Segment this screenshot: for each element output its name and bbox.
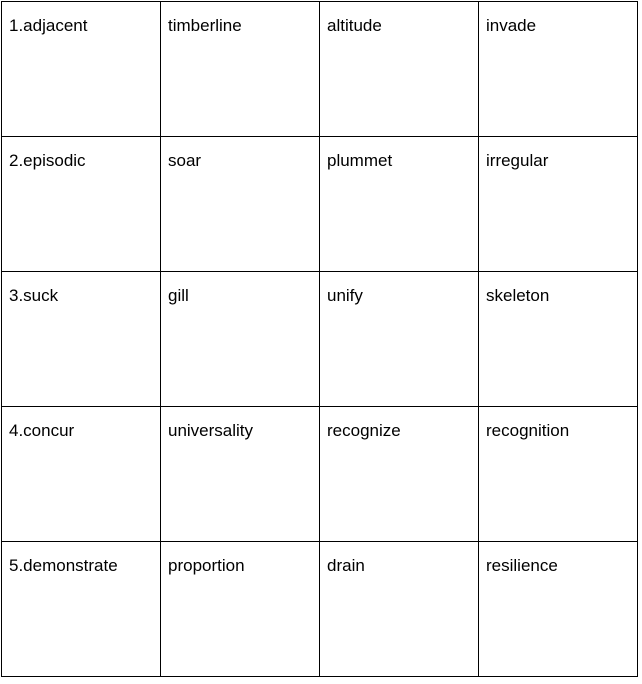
cell-text: proportion <box>168 556 245 575</box>
cell-text: timberline <box>168 16 242 35</box>
table-cell <box>2 137 161 272</box>
table-cell <box>2 407 161 542</box>
table-cell <box>2 2 161 137</box>
cell-text: 1.adjacent <box>9 16 88 35</box>
table-cell <box>320 2 479 137</box>
table-row <box>2 542 638 677</box>
table-cell <box>479 542 638 677</box>
table-cell <box>320 272 479 407</box>
vocabulary-table <box>1 1 638 677</box>
table-cell <box>161 272 320 407</box>
table-cell <box>2 542 161 677</box>
cell-text: altitude <box>327 16 382 35</box>
table-cell <box>2 272 161 407</box>
table-cell <box>161 137 320 272</box>
cell-text: resilience <box>486 556 558 575</box>
table-cell <box>320 137 479 272</box>
cell-text: drain <box>327 556 365 575</box>
table-cell <box>479 272 638 407</box>
table-cell <box>161 542 320 677</box>
cell-text: invade <box>486 16 537 35</box>
cell-text: plummet <box>327 151 393 170</box>
cell-text: recognition <box>486 421 570 440</box>
table-cell <box>479 137 638 272</box>
cell-text: skeleton <box>486 286 550 305</box>
table-row <box>2 2 638 137</box>
cell-text: 5.demonstrate <box>9 556 118 575</box>
cell-text: unify <box>327 286 363 305</box>
table-cell <box>320 407 479 542</box>
table-cell <box>320 542 479 677</box>
table-cell <box>161 2 320 137</box>
cell-text: 3.suck <box>9 286 59 305</box>
cell-text: universality <box>168 421 254 440</box>
cell-text: 2.episodic <box>9 151 86 170</box>
cell-text: 4.concur <box>9 421 75 440</box>
table-cell <box>479 407 638 542</box>
cell-text: recognize <box>327 421 401 440</box>
cell-text: irregular <box>486 151 549 170</box>
table-cell <box>479 2 638 137</box>
table-row <box>2 137 638 272</box>
table-row <box>2 272 638 407</box>
cell-text: gill <box>168 286 189 305</box>
cell-text: soar <box>168 151 202 170</box>
table-row <box>2 407 638 542</box>
table-cell <box>161 407 320 542</box>
